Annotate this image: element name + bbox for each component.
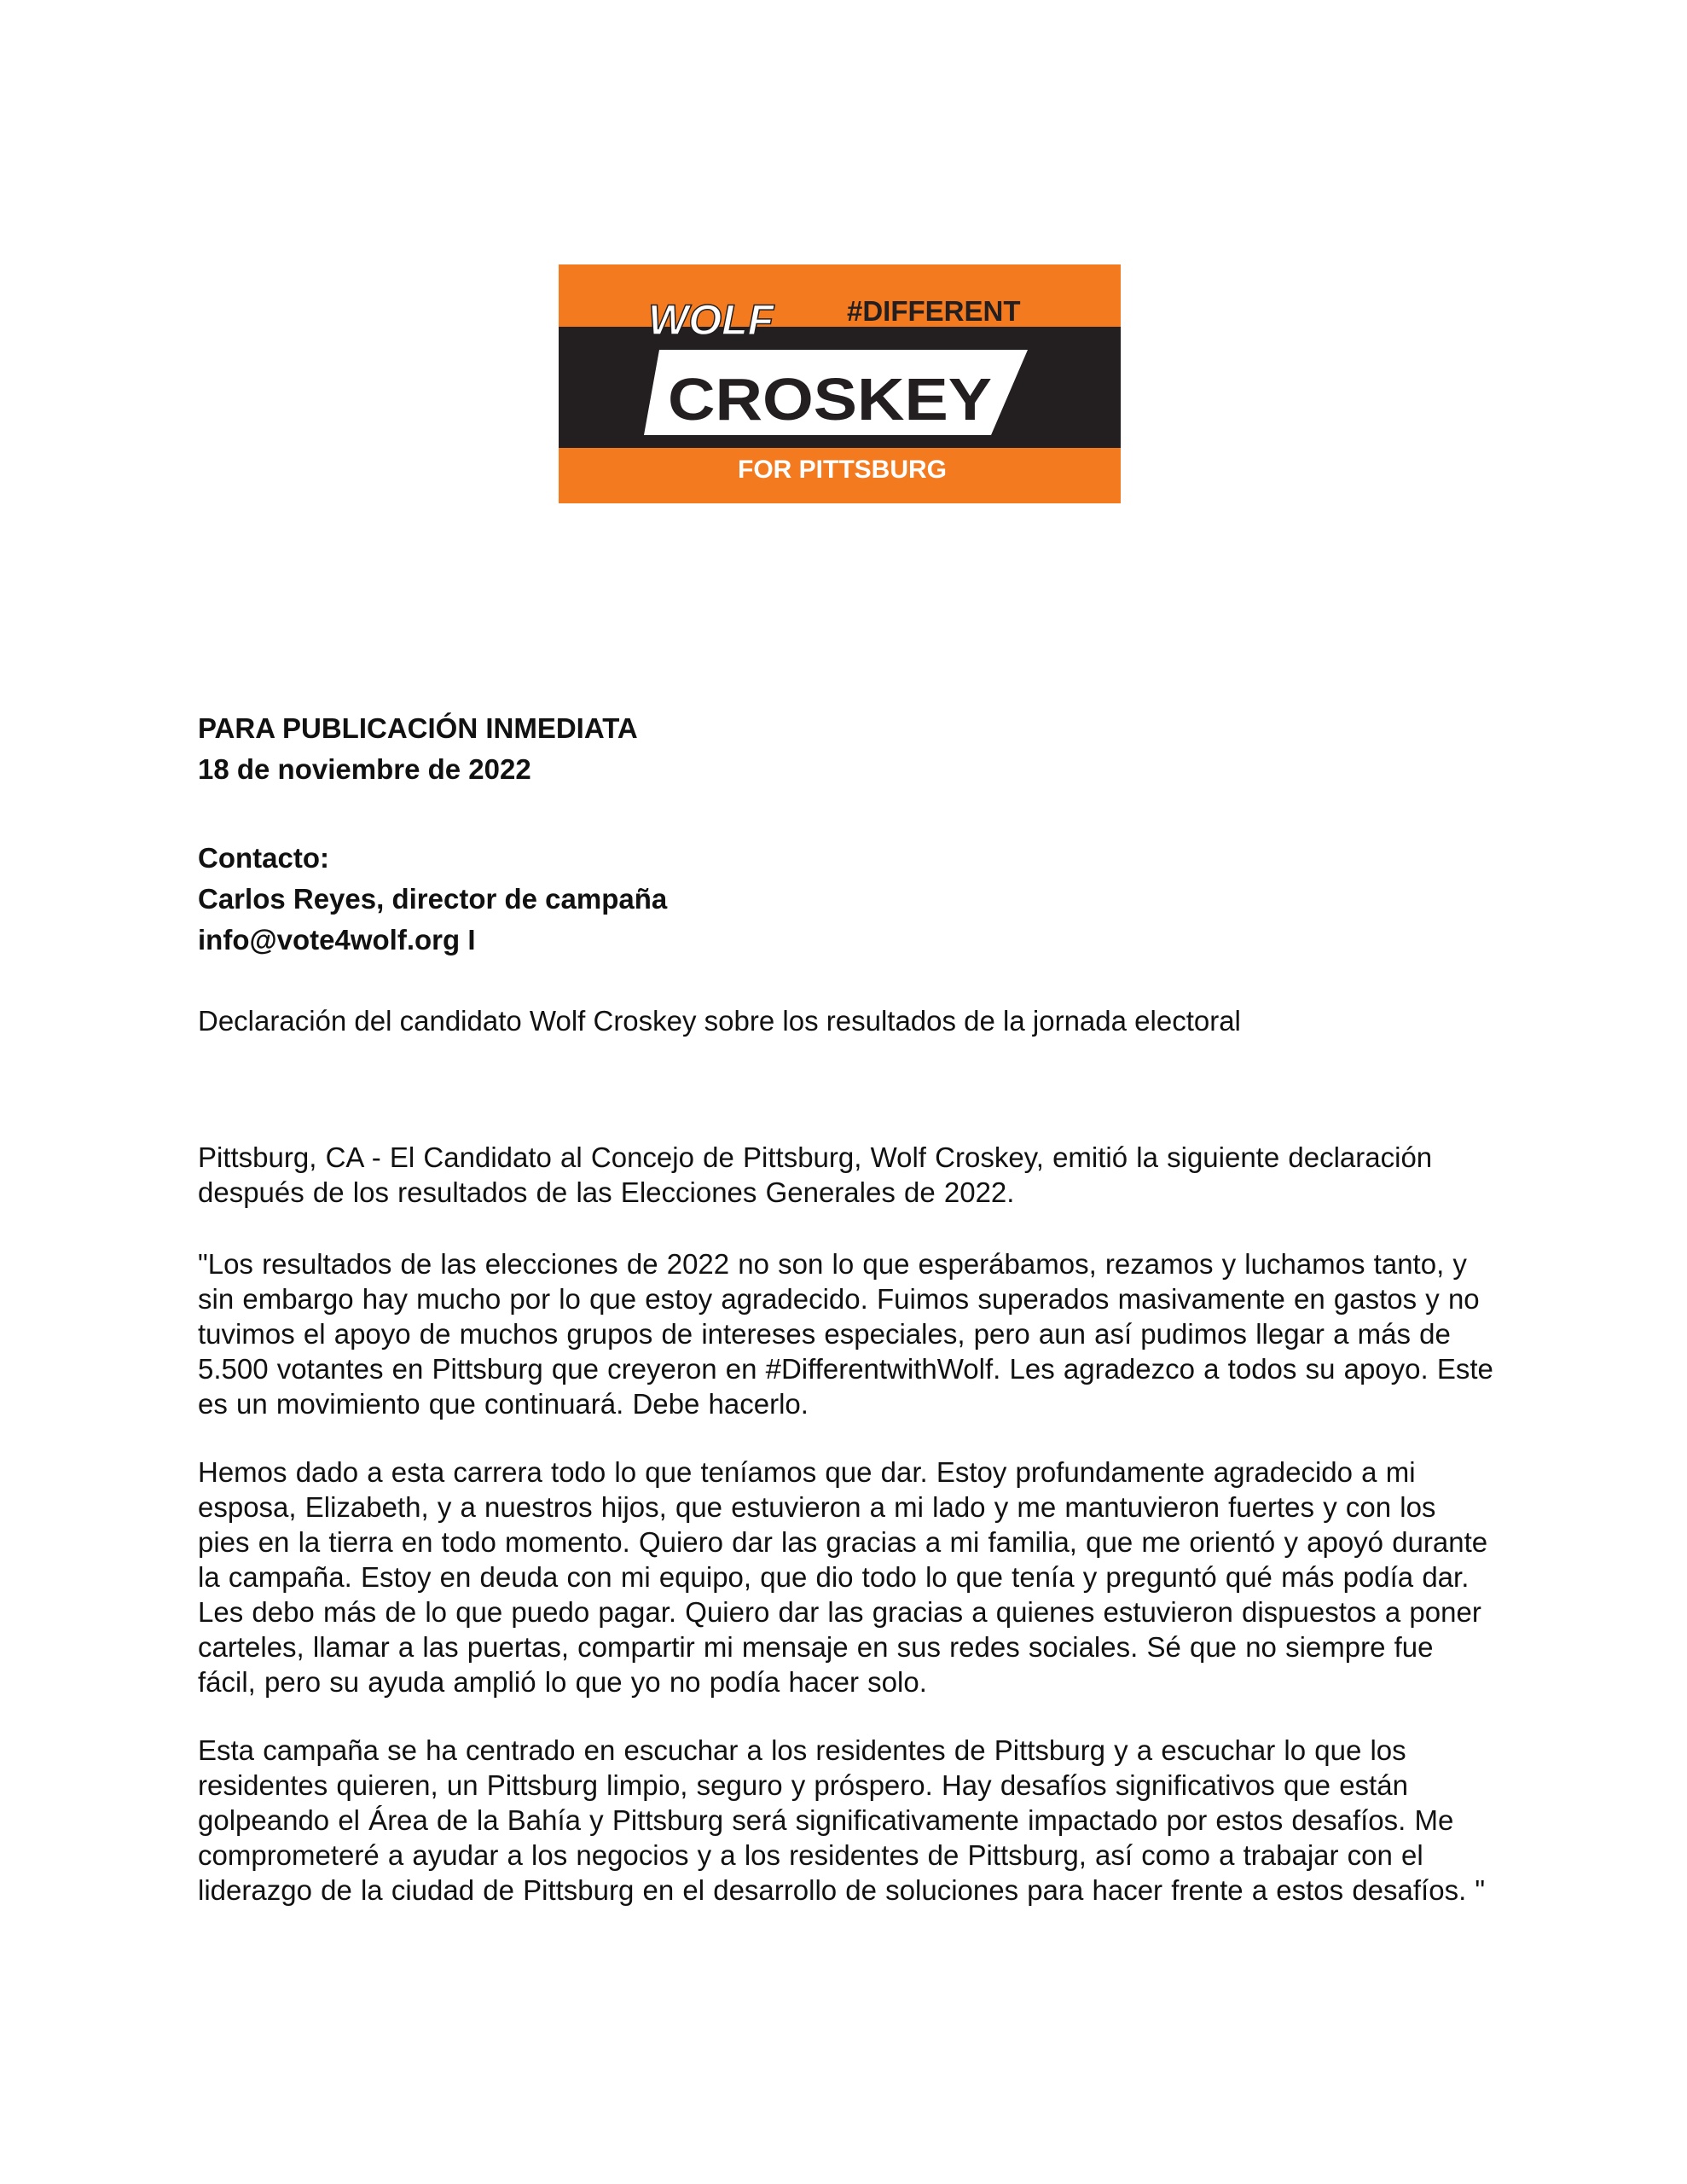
body-paragraph-thanks: Hemos dado a esta carrera todo lo que teníamos que dar. Estoy profundamente agradecido a mi esposa, Elizabeth, y a nuestros hijos, que estuvieron a mi lado y me mantuvieron fuertes y con los pies en la tierra en todo momento. Quiero dar las gracias a mi familia, que me orientó y apoyó durante la campaña. Estoy en deuda con mi equipo, que dio todo lo que tenía y preguntó qué más podía dar. Les debo más de lo que puedo pagar. Quiero dar las gracias a quienes estuvieron dispuestos a poner carteles, llamar a las puertas, compartir mi mensaje en sus redes sociales. Sé que no siempre fue fácil, pero su ayuda amplió lo que yo no podía hacer solo. — [198, 1456, 1488, 1698]
body-paragraph-intro: Pittsburg, CA - El Candidato al Concejo de Pittsburg, Wolf Croskey, emitió la siguiente declaración después de los resultados de las Elecciones Generales de 2022. — [198, 1141, 1433, 1208]
contact-label: Contacto: — [198, 842, 329, 874]
release-title: PARA PUBLICACIÓN INMEDIATA — [198, 712, 638, 744]
statement-headline: Declaración del candidato Wolf Croskey sobre los resultados de la jornada electoral — [198, 1005, 1241, 1037]
contact-email: info@vote4wolf.org I — [198, 924, 476, 956]
logo-tagline: FOR PITTSBURG — [738, 456, 947, 484]
logo-last-name: CROSKEY — [668, 366, 992, 433]
campaign-logo — [559, 264, 1121, 503]
body-paragraph-results: "Los resultados de las elecciones de 2022 no son lo que esperábamos, rezamos y luchamos tanto, y sin embargo hay mucho por lo que estoy agradecido. Fuimos superados masivamente en gastos y no tuvimos el apoyo de muchos grupos de intereses especiales, pero aun así pudimos llegar a más de 5.500 votantes en Pittsburg que creyeron en #DifferentwithWolf. Les agradezco a todos su apoyo. Este es un movimiento que continuará. Debe hacerlo. — [198, 1248, 1493, 1420]
release-date: 18 de noviembre de 2022 — [198, 753, 531, 785]
logo-hashtag: #DIFFERENT — [847, 295, 1021, 327]
contact-name: Carlos Reyes, director de campaña — [198, 883, 668, 915]
logo-first-name: WOLF — [648, 296, 774, 344]
body-paragraph-commitment: Esta campaña se ha centrado en escuchar a los residentes de Pittsburg y a escuchar lo que los residentes quieren, un Pittsburg limpio, seguro y próspero. Hay desafíos significativos que están golpeando el Área de la Bahía y Pittsburg será significativamente impactado por estos desafíos. Me comprometeré a ayudar a los negocios y a los residentes de Pittsburg, así como a trabajar con el liderazgo de la ciudad de Pittsburg en el desarrollo de soluciones para hacer frente a estos desafíos. " — [198, 1734, 1486, 1906]
